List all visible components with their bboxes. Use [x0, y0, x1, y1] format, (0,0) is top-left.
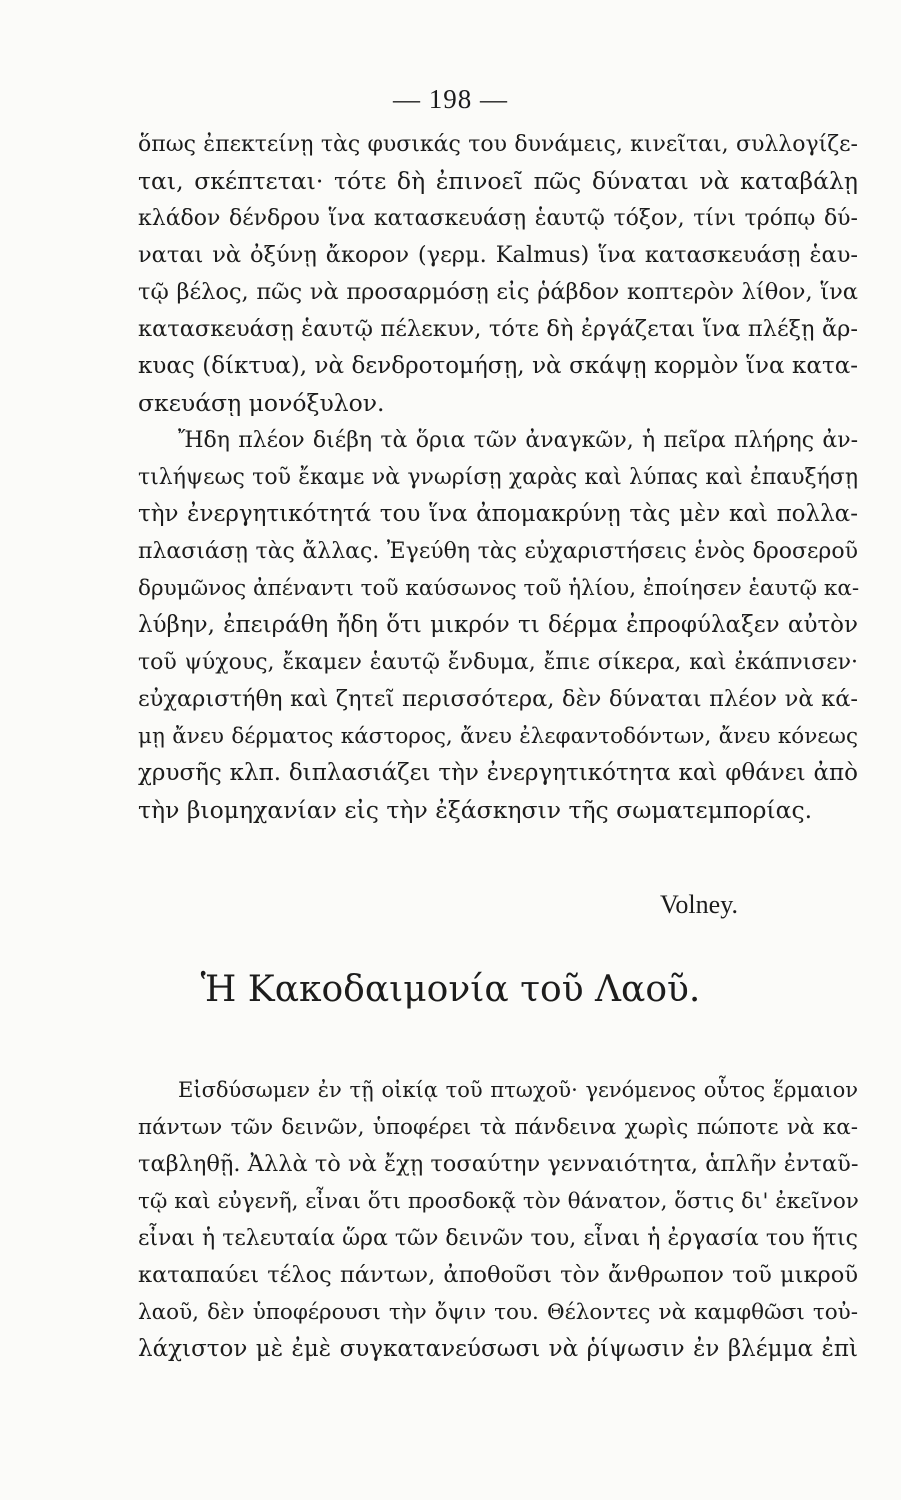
text-line: λάχιστον μὲ ἐμὲ συγκατανεύσωσι νὰ ῥίψωσιν ἐν βλέμμα ἐπὶ [138, 1336, 858, 1362]
text-line: κυας (δίκτυα), νὰ δενδροτομήσῃ, νὰ σκάψῃ κορμὸν ἵνα κατα- [138, 353, 858, 379]
text-line: πάντων τῶν δεινῶν, ὑποφέρει τὰ πάνδεινα χωρὶς πώποτε νὰ κα- [138, 1115, 858, 1140]
text-line: τῷ βέλος, πῶς νὰ προσαρμόσῃ εἰς ῥάβδον κοπτερὸν λίθον, ἵνα [138, 279, 858, 305]
text-block-upper [138, 126, 858, 829]
text-line: ταβληθῇ. Ἀλλὰ τὸ νὰ ἔχῃ τοσαύτην γενναιότητα, ἁπλῆν ἐνταῦ- [138, 1151, 859, 1177]
text-line: τὴν ἐνεργητικότητά του ἵνα ἀπομακρύνῃ τὰς μὲν καὶ πολλα- [138, 501, 858, 527]
text-line: σκευάσῃ μονόξυλον. [138, 389, 385, 417]
section-heading: Ἡ Κακοδαιμονία τοῦ Λαοῦ. [200, 969, 701, 1010]
text-line: τὴν βιομηχανίαν εἰς τὴν ἐξάσκησιν τῆς σωματεμπορίας. [138, 796, 813, 824]
text-line: εὐχαριστήθη καὶ ζητεῖ περισσότερα, δὲν δύναται πλέον νὰ κά- [138, 686, 858, 712]
text-line: κατασκευάσῃ ἑαυτῷ πέλεκυν, τότε δὴ ἐργάζεται ἵνα πλέξῃ ἄρ- [138, 316, 858, 342]
text-line: Ἤδη πλέον διέβη τὰ ὅρια τῶν ἀναγκῶν, ἡ πεῖρα πλήρης ἀν- [178, 428, 858, 453]
author-signature: Volney. [660, 890, 738, 919]
text-line: κλάδον δένδρου ἵνα κατασκευάσῃ ἑαυτῷ τόξον, τίνι τρόπῳ δύ- [138, 206, 858, 231]
text-block-lower [138, 1072, 858, 1368]
paragraph-2 [138, 422, 858, 829]
text-line: ὅπως ἐπεκτείνῃ τὰς φυσικάς του δυνάμεις, κινεῖται, συλλογίζε- [138, 132, 858, 157]
text-line: λαοῦ, δὲν ὑποφέρουσι τὴν ὄψιν του. Θέλοντες νὰ καμφθῶσι τοὐ- [138, 1300, 858, 1325]
text-line: ναται νὰ ὀξύνῃ ἄκορον (γερμ. Kalmus) ἵνα κατασκευάσῃ ἑαυ- [138, 242, 858, 268]
text-line: καταπαύει τέλος πάντων, ἀποθοῦσι τὸν ἄνθρωπον τοῦ μικροῦ [138, 1262, 858, 1288]
text-line: λύβην, ἐπειράθη ἤδη ὅτι μικρόν τι δέρμα ἐπροφύλαξεν αὐτὸν [138, 612, 858, 638]
text-line: εἶναι ἡ τελευταία ὥρα τῶν δεινῶν του, εἶναι ἡ ἐργασία του ἥτις [138, 1226, 858, 1251]
paragraph-1 [138, 126, 858, 422]
text-line: δρυμῶνος ἀπέναντι τοῦ καύσωνος τοῦ ἡλίου, ἐποίησεν ἑαυτῷ κα- [138, 576, 860, 601]
text-line: πλασιάσῃ τὰς ἄλλας. Ἐγεύθη τὰς εὐχαριστήσεις ἑνὸς δροσεροῦ [138, 539, 858, 564]
text-line: χρυσῆς κλπ. διπλασιάζει τὴν ἐνεργητικότητα καὶ φθάνει ἀπὸ [138, 760, 858, 786]
text-line: τοῦ ψύχους, ἔκαμεν ἑαυτῷ ἔνδυμα, ἔπιε σίκερα, καὶ ἐκάπνισεν· [138, 650, 858, 675]
paragraph-3 [138, 1072, 858, 1368]
text-line: τιλήψεως τοῦ ἔκαμε νὰ γνωρίσῃ χαρὰς καὶ λύπας καὶ ἐπαυξήσῃ [138, 465, 858, 490]
text-line: μῃ ἄνευ δέρματος κάστορος, ἄνευ ἐλεφαντοδόντων, ἄνευ κόνεως [138, 724, 858, 749]
page-number: — 198 — [393, 84, 508, 114]
text-line: Εἰσδύσωμεν ἐν τῇ οἰκίᾳ τοῦ πτωχοῦ· γενόμενος οὗτος ἕρμαιον [178, 1078, 858, 1102]
text-line: ται, σκέπτεται· τότε δὴ ἐπινοεῖ πῶς δύναται νὰ καταβάλῃ [138, 167, 858, 195]
text-line: τῷ καὶ εὐγενῆ, εἶναι ὅτι προσδοκᾷ τὸν θάνατον, ὅστις δι' ἐκεῖνον [138, 1189, 859, 1214]
